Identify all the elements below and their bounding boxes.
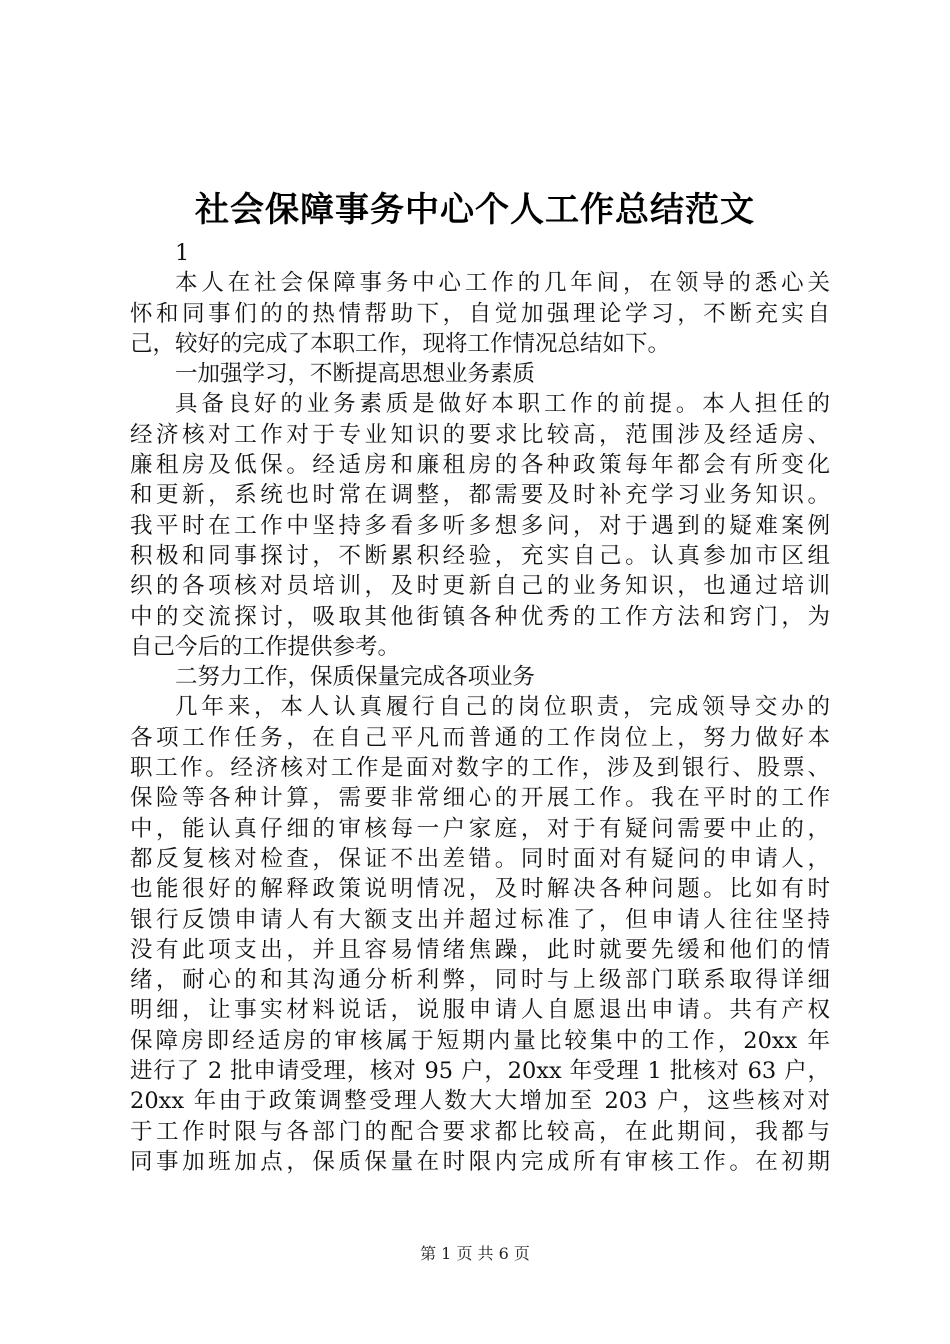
text-line: 织的各项核对员培训，及时更新自己的业务知识，也通过培训 — [130, 573, 830, 600]
text-line: 中的交流探讨，吸取其他街镇各种优秀的工作方法和窍门，为 — [130, 603, 830, 630]
text-line: 一加强学习，不断提高思想业务素质 — [175, 361, 536, 388]
text-line: 1 — [175, 240, 190, 266]
text-line: 具备良好的业务素质是做好本职工作的前提。本人担任的 — [175, 391, 830, 418]
text-line: 本人在社会保障事务中心工作的几年间，在领导的悉心关 — [175, 270, 830, 297]
text-line: 中，能认真仔细的审核每一户家庭，对于有疑问需要中止的， — [130, 815, 830, 842]
document-title: 社会保障事务中心个人工作总结范文 — [195, 190, 755, 230]
text-line: 经济核对工作对于专业知识的要求比较高，范围涉及经适房、 — [130, 421, 830, 448]
text-line: 同事加班加点，保质保量在时限内完成所有审核工作。在初期 — [130, 1148, 830, 1175]
text-line: 进行了 2 批申请受理，核对 95 户，20xx 年受理 1 批核对 63 户， — [130, 1058, 830, 1085]
text-line: 没有此项支出，并且容易情绪焦躁，此时就要先缓和他们的情 — [130, 936, 830, 963]
text-line: 职工作。经济核对工作是面对数字的工作，涉及到银行、股票、 — [130, 755, 830, 782]
text-line: 保险等各种计算，需要非常细心的开展工作。我在平时的工作 — [130, 785, 830, 812]
text-line: 明细，让事实材料说话，说服申请人自愿退出申请。共有产权 — [130, 997, 830, 1024]
text-line: 各项工作任务，在自己平凡而普通的工作岗位上，努力做好本 — [130, 724, 830, 751]
text-line: 保障房即经适房的审核属于短期内量比较集中的工作，20xx 年 — [130, 1027, 830, 1054]
text-line: 廉租房及低保。经适房和廉租房的各种政策每年都会有所变化 — [130, 452, 830, 479]
text-line: 于工作时限与各部门的配合要求都比较高，在此期间，我都与 — [130, 1118, 830, 1145]
text-line: 银行反馈申请人有大额支出并超过标准了，但申请人往往坚持 — [130, 906, 830, 933]
text-line: 也能很好的解释政策说明情况，及时解决各种问题。比如有时 — [130, 876, 830, 903]
text-line: 绪，耐心的和其沟通分析利弊，同时与上级部门联系取得详细 — [130, 967, 830, 994]
text-line: 几年来，本人认真履行自己的岗位职责，完成领导交办的 — [175, 694, 830, 721]
text-line: 二努力工作，保质保量完成各项业务 — [175, 664, 536, 691]
text-line: 20xx 年由于政策调整受理人数大大增加至 203 户，这些核对对 — [130, 1088, 830, 1115]
document-body — [130, 238, 830, 1177]
page-footer: 第 1 页 共 6 页 — [420, 1244, 530, 1263]
text-line: 己，较好的完成了本职工作，现将工作情况总结如下。 — [130, 330, 671, 357]
text-line: 怀和同事们的的热情帮助下，自觉加强理论学习，不断充实自 — [130, 300, 830, 327]
text-line: 自己今后的工作提供参考。 — [130, 633, 401, 660]
text-line: 我平时在工作中坚持多看多听多想多问，对于遇到的疑难案例 — [130, 512, 830, 539]
text-line: 都反复核对检查，保证不出差错。同时面对有疑问的申请人， — [130, 845, 830, 872]
text-line: 和更新，系统也时常在调整，都需要及时补充学习业务知识。 — [130, 482, 830, 509]
text-line: 积极和同事探讨，不断累积经验，充实自己。认真参加市区组 — [130, 542, 830, 569]
